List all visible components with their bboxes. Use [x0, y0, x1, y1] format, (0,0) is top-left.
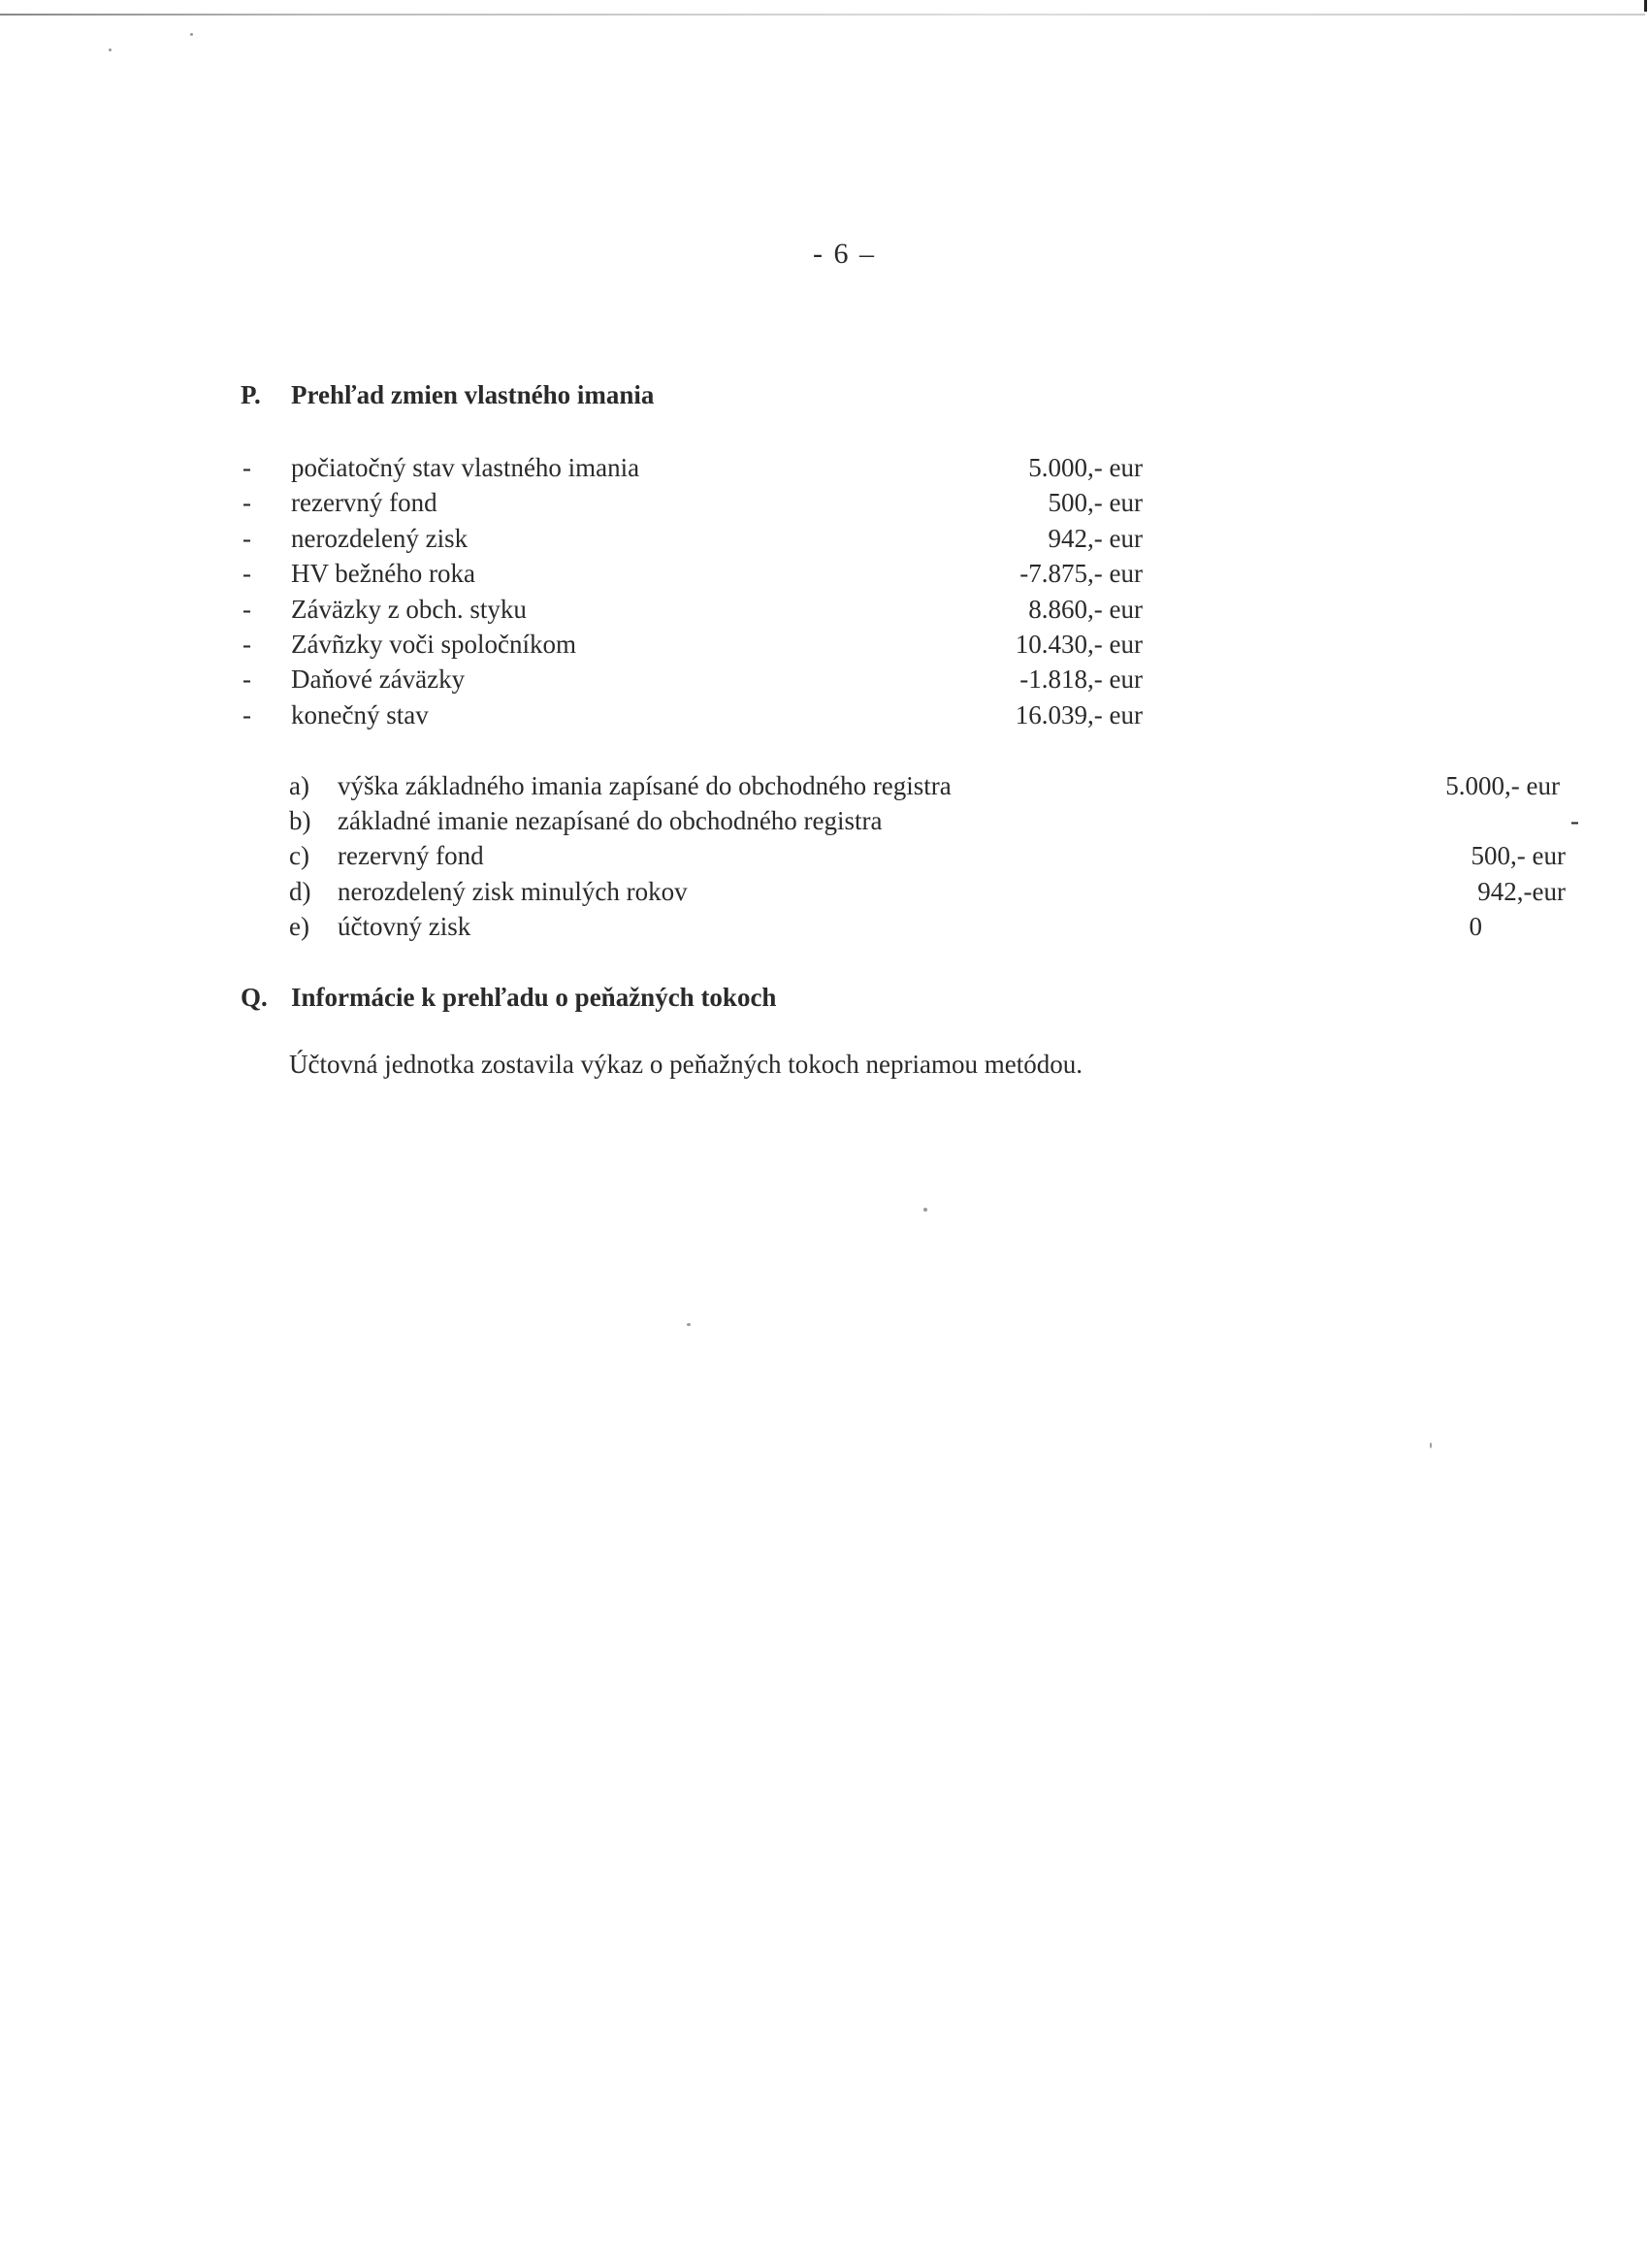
scan-edge-mark — [1644, 0, 1647, 12]
list-dash: - — [242, 488, 251, 518]
section-p-letter: P. — [241, 380, 261, 409]
equity-change-amount: 5.000,- eur — [1028, 453, 1143, 482]
scan-speck — [923, 1208, 927, 1212]
equity-change-label: konečný stav — [291, 699, 429, 729]
scan-speck — [1430, 1442, 1432, 1448]
capital-marker: c) — [289, 841, 309, 871]
capital-amount: 5.000,- eur — [1445, 771, 1560, 800]
capital-amount: - — [1570, 806, 1579, 836]
section-q-letter: Q. — [241, 983, 268, 1012]
capital-label: základné imanie nezapísané do obchodného registra — [338, 806, 883, 836]
scan-speck — [109, 49, 112, 51]
scan-edge-line — [0, 14, 1645, 16]
equity-change-amount: 500,- eur — [1048, 488, 1143, 518]
capital-label: nerozdelený zisk minulých rokov — [338, 876, 688, 906]
equity-change-label: rezervný fond — [291, 488, 437, 518]
section-q-title: Informácie k prehľadu o peňažných tokoch — [291, 983, 777, 1012]
equity-change-amount: -7.875,- eur — [1019, 559, 1143, 589]
capital-amount: 500,- eur — [1471, 841, 1566, 871]
section-p-title: Prehľad zmien vlastného imania — [291, 380, 655, 409]
list-dash: - — [242, 699, 251, 729]
capital-amount: 942,-eur — [1477, 876, 1566, 906]
equity-change-label: HV bežného roka — [291, 559, 475, 589]
equity-change-label: nerozdelený zisk — [291, 523, 469, 553]
scan-speck — [687, 1323, 691, 1326]
equity-change-amount: -1.818,- eur — [1019, 664, 1143, 695]
capital-label: rezervný fond — [338, 841, 484, 871]
list-dash: - — [242, 559, 251, 589]
capital-marker: d) — [289, 876, 311, 906]
list-dash: - — [242, 629, 251, 659]
list-dash: - — [242, 453, 251, 482]
equity-change-label: Závñzky voči spoločníkom — [291, 629, 576, 659]
page-number: - 6 – — [813, 238, 876, 270]
equity-change-label: Daňové záväzky — [291, 664, 466, 695]
equity-change-amount: 8.860,- eur — [1028, 594, 1143, 624]
capital-label: účtovný zisk — [338, 911, 471, 941]
equity-change-amount: 10.430,- eur — [1015, 629, 1143, 659]
section-p-heading — [241, 380, 654, 410]
capital-amount: 0 — [1469, 911, 1482, 941]
capital-marker: a) — [289, 771, 309, 800]
equity-change-label: počiatočný stav vlastného imania — [291, 453, 640, 482]
list-dash: - — [242, 594, 251, 624]
equity-change-label: Záväzky z obch. styku — [291, 594, 527, 624]
scan-speck — [190, 33, 193, 36]
list-dash: - — [242, 664, 251, 695]
section-q-heading — [241, 983, 776, 1013]
equity-change-amount: 16.039,- eur — [1015, 699, 1143, 729]
capital-marker: b) — [289, 806, 311, 836]
list-dash: - — [242, 523, 251, 553]
equity-change-amount: 942,- eur — [1048, 523, 1143, 553]
cash-flow-note: Účtovná jednotka zostavila výkaz o peňažných tokoch nepriamou metódou. — [289, 1050, 1083, 1079]
capital-marker: e) — [289, 911, 309, 941]
capital-label: výška základného imania zapísané do obchodného registra — [338, 771, 952, 800]
